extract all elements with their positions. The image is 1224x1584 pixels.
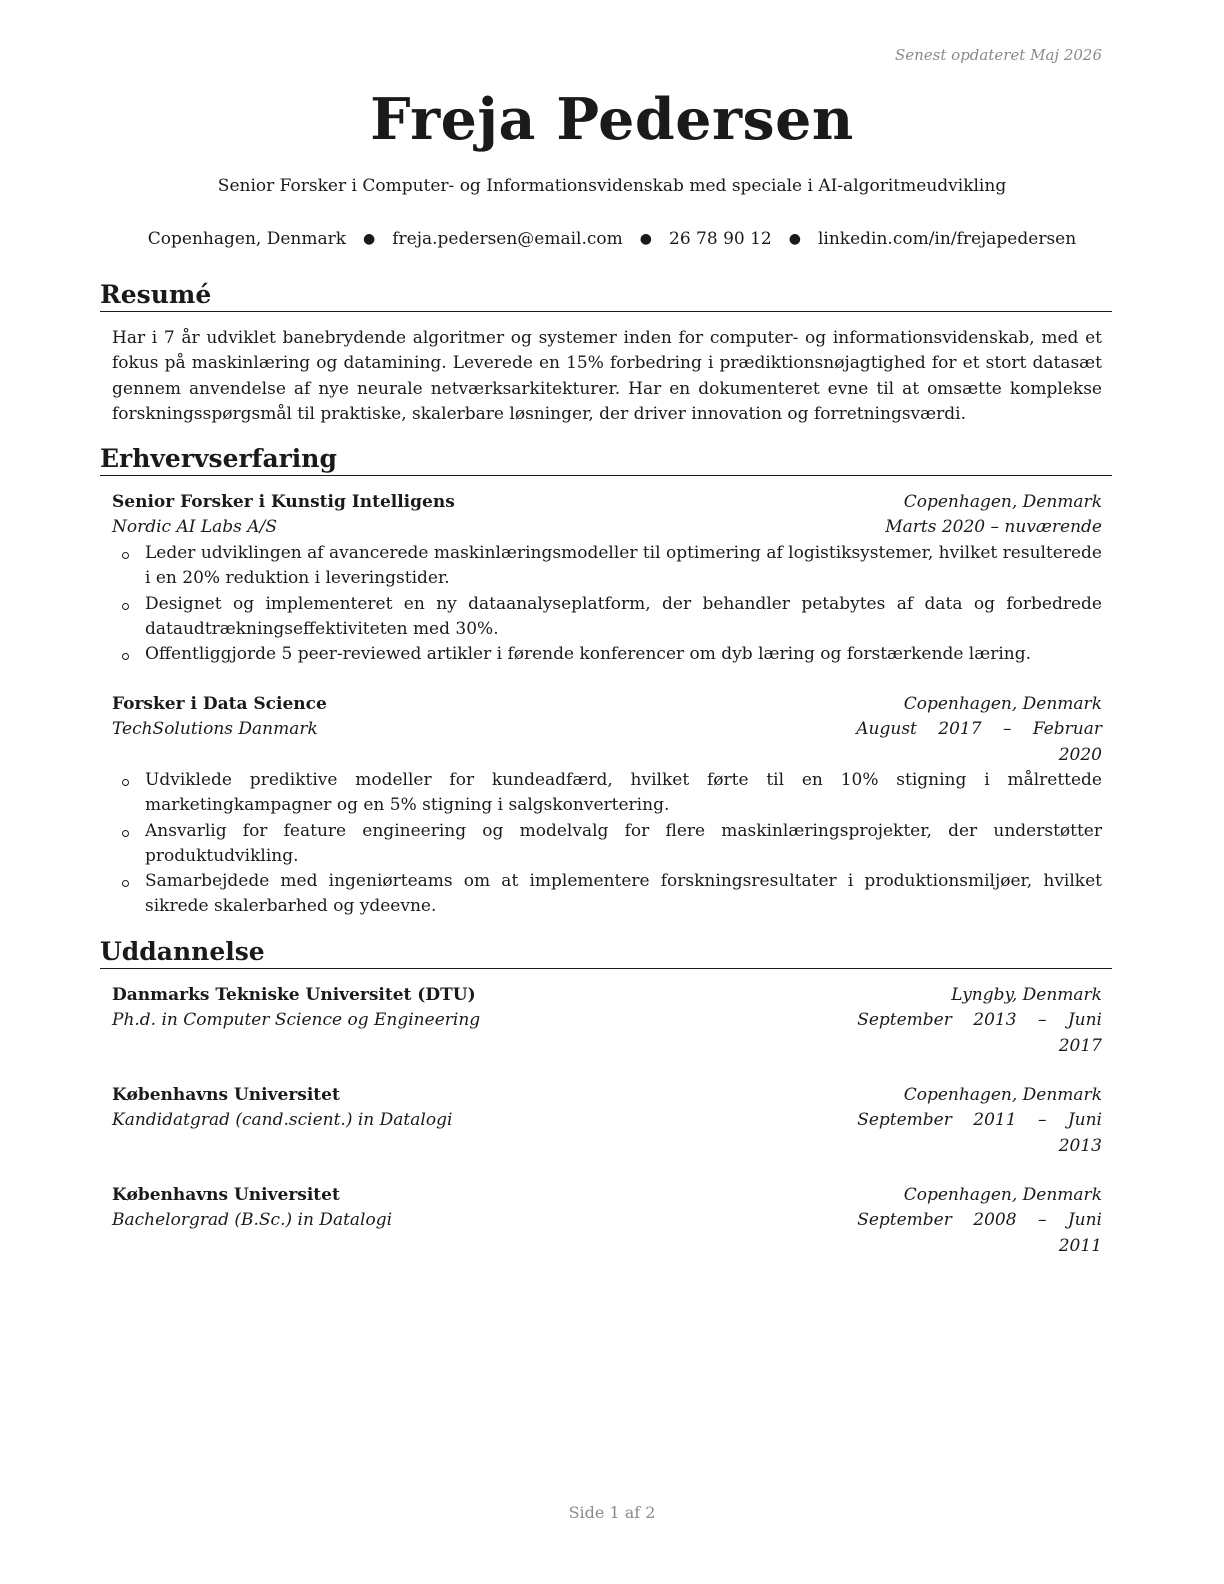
- separator-dot: ●: [788, 231, 801, 247]
- job-company: Nordic AI Labs A/S: [112, 517, 277, 538]
- bullet-icon: [122, 779, 129, 786]
- last-updated: Senest opdateret Maj 2026: [894, 46, 1102, 64]
- summary-title: Resumé: [100, 279, 1112, 312]
- job-entry: [112, 692, 1102, 768]
- list-item: [112, 819, 1102, 870]
- education-dates-line: September 2008 – Juni: [857, 1210, 1102, 1231]
- summary-text: Har i 7 år udviklet banebrydende algoritmer og systemer inden for computer- og informationsvidenskab, med et fokus på maskinlæring og datamining. Leverede en 15% forbedring i prædiktionsnøjagtighed for et stort datasæt gennem anvendelse af nye neurale netværksarkitekturer. Har en dokumenteret evne til at omsætte komplekse forskningsspørgsmål til praktiske, skalerbare løsninger, der driver innovation og forretningsværdi.: [112, 328, 1102, 424]
- bullet-icon: [122, 603, 129, 610]
- school-name: Københavns Universitet: [112, 1085, 340, 1105]
- bullet-icon: [122, 830, 129, 837]
- education-dates: [857, 1008, 1102, 1059]
- job-company: TechSolutions Danmark: [112, 719, 318, 740]
- page-number: Side 1 af 2: [568, 1503, 656, 1522]
- candidate-name: Freja Pedersen: [370, 86, 854, 153]
- education-dates-line: 2011: [1058, 1235, 1102, 1256]
- education-dates-line: 2013: [1058, 1135, 1102, 1156]
- school-name: Danmarks Tekniske Universitet (DTU): [112, 985, 476, 1005]
- education-dates: [857, 1108, 1102, 1159]
- education-dates: [857, 1208, 1102, 1259]
- contact-location: Copenhagen, Denmark: [147, 229, 347, 249]
- job-location: Copenhagen, Denmark: [903, 492, 1102, 512]
- bullet-text: Designet og implementeret en ny dataanalyseplatform, der behandler petabytes af data og forbedrede dataudtrækningseffektiviteten med 30%.: [145, 593, 1102, 639]
- job-bullets: [112, 768, 1102, 920]
- bullet-text: Leder udviklingen af avancerede maskinlæringsmodeller til optimering af logistiksystemer, hvilket resulterede i en 20% reduktion i leveringstider.: [145, 543, 1102, 589]
- job-role: Senior Forsker i Kunstig Intelligens: [112, 492, 455, 512]
- contact-line: [0, 229, 1224, 249]
- contact-email[interactable]: freja.pedersen@email.com: [392, 229, 623, 249]
- education-section: [100, 936, 1112, 969]
- contact-phone[interactable]: 26 78 90 12: [669, 229, 772, 249]
- headline: Senior Forsker i Computer- og Informationsvidenskab med speciale i AI-algoritmeudvikling: [217, 176, 1007, 196]
- degree: Ph.d. in Computer Science og Engineering: [112, 1010, 481, 1031]
- list-item: [112, 592, 1102, 643]
- job-dates: [856, 717, 1102, 768]
- bullet-text: Samarbejdede med ingeniørteams om at implementere forskningsresultater i produktionsmiljøer, hvilket sikrede skalerbarhed og ydeevne.: [145, 871, 1102, 917]
- job-dates-line: 2020: [1058, 744, 1102, 765]
- degree: Kandidatgrad (cand.scient.) in Datalogi: [112, 1110, 453, 1131]
- school-location: Copenhagen, Denmark: [903, 1085, 1102, 1105]
- bullet-text: Offentliggjorde 5 peer-reviewed artikler i førende konferencer om dyb læring og forstærkende læring.: [145, 644, 1032, 665]
- list-item: [112, 869, 1102, 920]
- job-location: Copenhagen, Denmark: [903, 694, 1102, 714]
- school-name: Københavns Universitet: [112, 1185, 340, 1205]
- experience-title: Erhvervserfaring: [100, 443, 1112, 476]
- bullet-icon: [122, 653, 129, 660]
- school-location: Copenhagen, Denmark: [903, 1185, 1102, 1205]
- summary-section: [100, 279, 1112, 312]
- experience-section: [100, 443, 1112, 476]
- job-entry: [112, 490, 1102, 541]
- bullet-icon: [122, 552, 129, 559]
- separator-dot: ●: [639, 231, 652, 247]
- list-item: [112, 642, 1102, 667]
- list-item: [112, 768, 1102, 819]
- bullet-icon: [122, 880, 129, 887]
- job-dates-line: August 2017 – Februar: [856, 719, 1102, 740]
- bullet-text: Ansvarlig for feature engineering og modelvalg for flere maskinlæringsprojekter, der understøtter produktudvikling.: [145, 820, 1102, 866]
- job-dates: Marts 2020 – nuværende: [885, 517, 1102, 538]
- education-entry: [112, 983, 1102, 1059]
- separator-dot: ●: [363, 231, 376, 247]
- education-dates-line: September 2013 – Juni: [857, 1010, 1102, 1031]
- degree: Bachelorgrad (B.Sc.) in Datalogi: [112, 1210, 393, 1231]
- education-entry: [112, 1083, 1102, 1159]
- bullet-text: Udviklede prediktive modeller for kundeadfærd, hvilket førte til en 10% stigning i målrettede marketingkampagner og en 5% stigning i salgskonvertering.: [145, 770, 1102, 816]
- job-role: Forsker i Data Science: [112, 694, 327, 714]
- contact-linkedin[interactable]: linkedin.com/in/frejapedersen: [817, 229, 1077, 249]
- education-dates-line: 2017: [1058, 1035, 1102, 1056]
- school-location: Lyngby, Denmark: [951, 985, 1102, 1005]
- list-item: [112, 541, 1102, 592]
- education-dates-line: September 2011 – Juni: [857, 1110, 1102, 1131]
- education-entry: [112, 1183, 1102, 1259]
- job-bullets: [112, 541, 1102, 667]
- education-title: Uddannelse: [100, 936, 1112, 969]
